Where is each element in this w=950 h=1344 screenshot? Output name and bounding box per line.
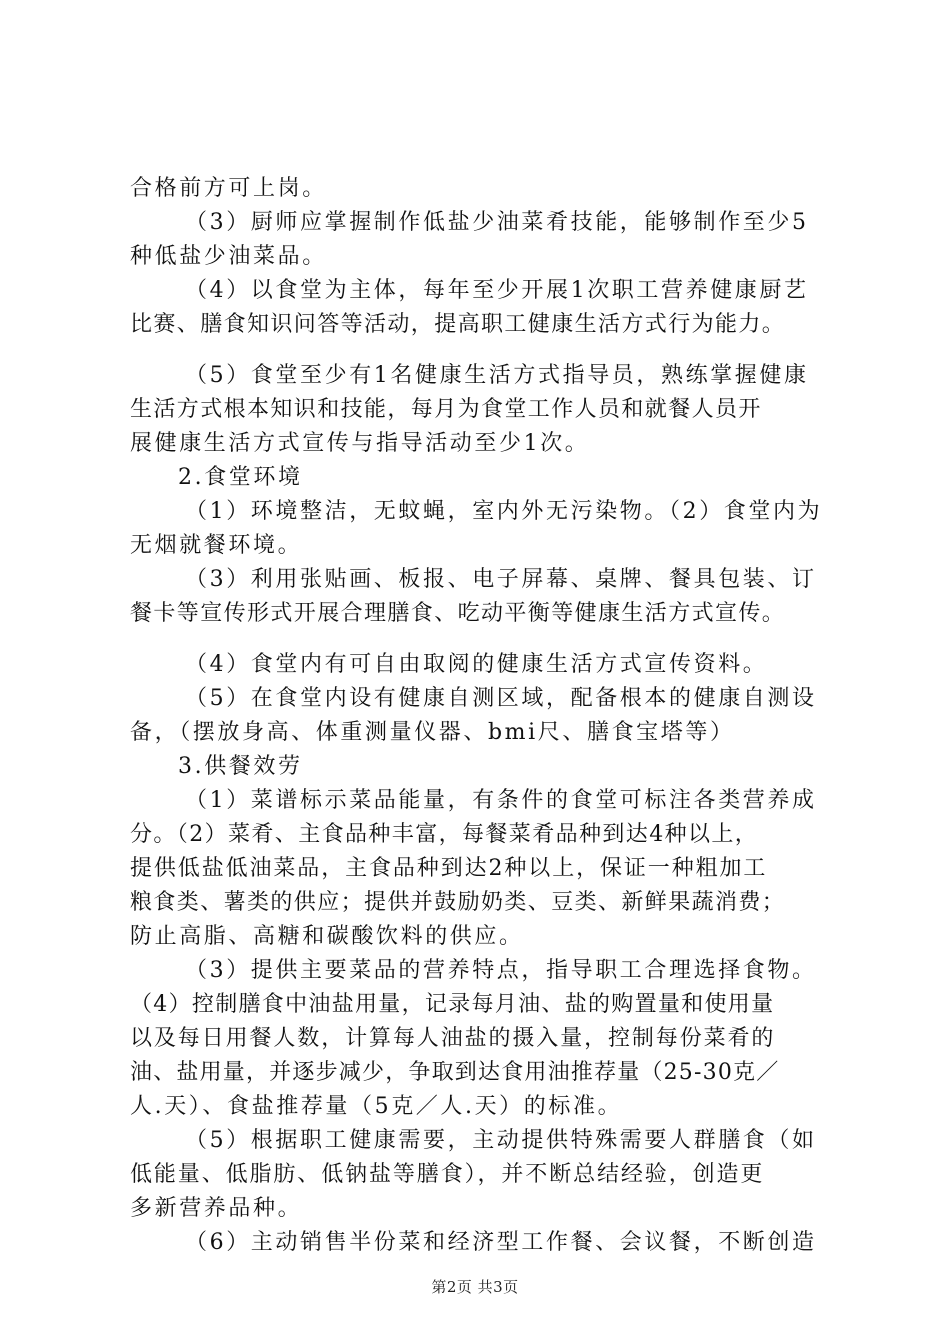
text-line: 分。（2）菜肴、主食品种丰富，每餐菜肴品种到达4种以上， — [130, 822, 759, 847]
text-line: （3）利用张贴画、板报、电子屏幕、桌牌、餐具包装、订 — [185, 567, 817, 592]
text-line: （6）主动销售半份菜和经济型工作餐、会议餐，不断创造 — [185, 1230, 817, 1255]
text-line: 人.天）、食盐推荐量（5克／人.天）的标准。 — [130, 1094, 623, 1119]
text-line: 防止高脂、高糖和碳酸饮料的供应。 — [130, 924, 524, 949]
text-line: （4）食堂内有可自由取阅的健康生活方式宣传资料。 — [185, 652, 768, 677]
text-line: 粮食类、薯类的供应；提供并鼓励奶类、豆类、新鲜果蔬消费； — [130, 890, 786, 915]
text-line: 餐卡等宣传形式开展合理膳食、吃动平衡等健康生活方式宣传。 — [130, 601, 786, 626]
text-line: 比赛、膳食知识问答等活动，提高职工健康生活方式行为能力。 — [130, 312, 786, 337]
text-line: （5）根据职工健康需要，主动提供特殊需要人群膳食（如 — [185, 1128, 817, 1153]
text-line: （4）控制膳食中油盐用量，记录每月油、盐的购置量和使用量 — [130, 992, 775, 1017]
text-line: 无烟就餐环境。 — [130, 533, 303, 558]
text-line: 以及每日用餐人数，计算每人油盐的摄入量，控制每份菜肴的 — [130, 1026, 776, 1051]
text-line: （3）提供主要菜品的营养特点，指导职工合理选择食物。 — [185, 958, 817, 983]
text-line: （3）厨师应掌握制作低盐少油菜肴技能，能够制作至少5 — [185, 210, 809, 235]
text-line: （4）以食堂为主体，每年至少开展1次职工营养健康厨艺 — [185, 278, 809, 303]
text-line: 提供低盐低油菜品，主食品种到达2种以上，保证一种粗加工 — [130, 856, 768, 881]
section-heading: 3.供餐效劳 — [178, 754, 303, 779]
text-line: （1）环境整洁，无蚊蝇，室内外无污染物。（2）食堂内为 — [185, 499, 823, 524]
text-line: 低能量、低脂肪、低钠盐等膳食），并不断总结经验，创造更 — [130, 1162, 765, 1187]
text-line: 多新营养品种。 — [130, 1196, 303, 1221]
text-line: 备，（摆放身高、体重测量仪器、bmi尺、膳食宝塔等） — [130, 720, 735, 745]
text-line: 种低盐少油菜品。 — [130, 244, 327, 269]
text-line: 油、盐用量，并逐步减少，争取到达食用油推荐量（25-30克／ — [130, 1060, 780, 1085]
text-line: 生活方式根本知识和技能，每月为食堂工作人员和就餐人员开 — [130, 397, 762, 422]
text-line: （5）食堂至少有1名健康生活方式指导员，熟练掌握健康 — [185, 363, 809, 388]
section-heading: 2.食堂环境 — [178, 465, 303, 490]
text-line: 展健康生活方式宣传与指导活动至少1次。 — [130, 431, 590, 456]
page-footer: 第2页 共3页 — [431, 1278, 519, 1296]
text-line: （5）在食堂内设有健康自测区域，配备根本的健康自测设 — [185, 686, 817, 711]
text-line: 合格前方可上岗。 — [130, 176, 327, 201]
text-line: （1）菜谱标示菜品能量，有条件的食堂可标注各类营养成 — [185, 788, 817, 813]
